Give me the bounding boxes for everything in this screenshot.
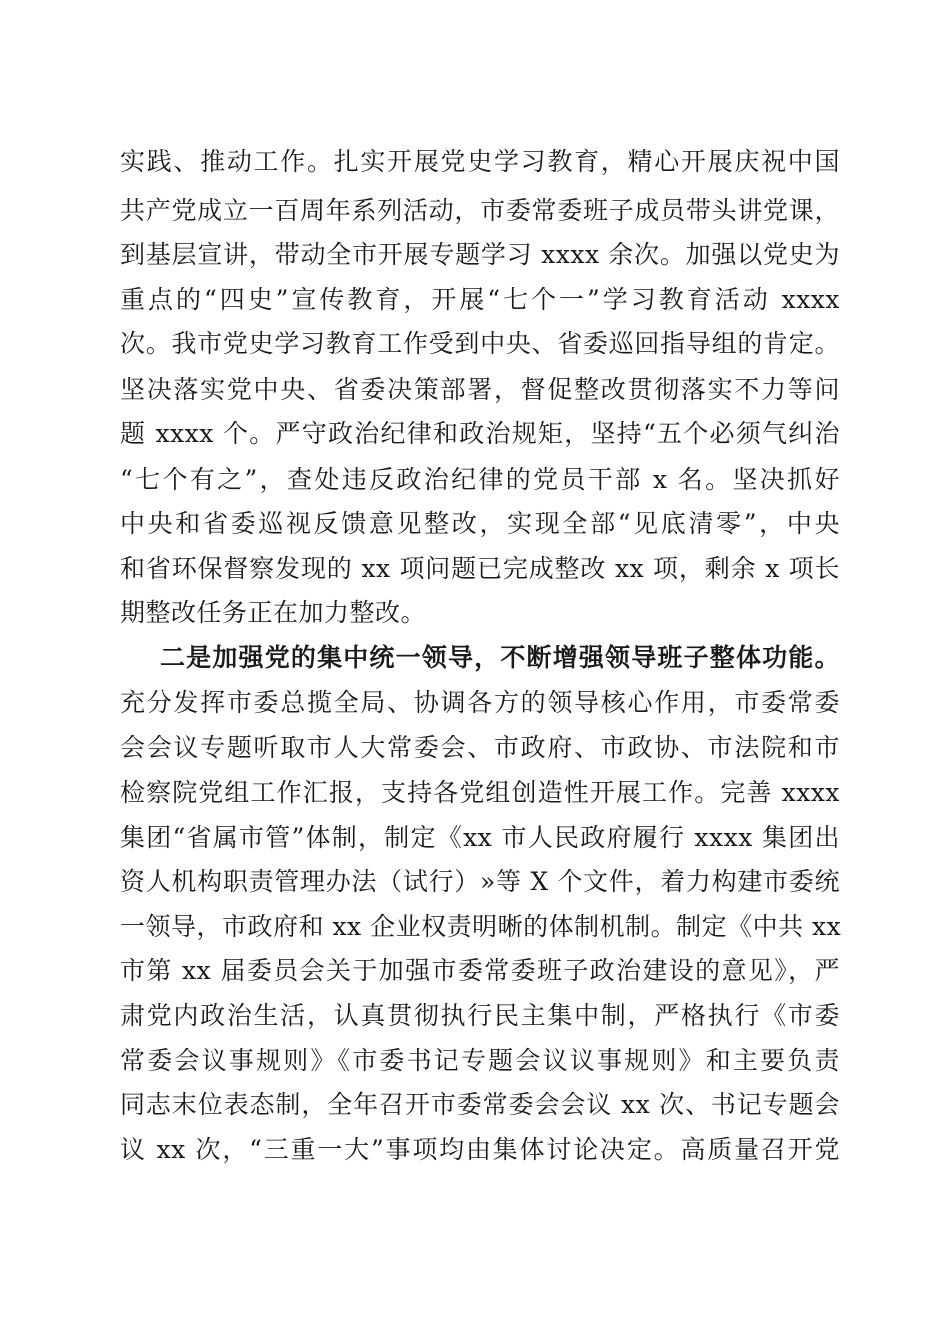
text-line: “七个有之”，查处违反政治纪律的党员干部 x 名。坚决抓好 bbox=[120, 465, 840, 494]
text-line: 实践、推动工作。扎实开展党史学习教育，精心开展庆祝中国 bbox=[120, 147, 840, 176]
text-line: 资人机构职责管理办法（试行）»等 X 个文件，着力构建市委统 bbox=[120, 867, 840, 896]
text-line: 和省环保督察发现的 xx 项问题已完成整改 xx 项，剩余 x 项长 bbox=[120, 554, 840, 583]
text-line: 会会议专题听取市人大常委会、市政府、市政协、市法院和市 bbox=[120, 733, 840, 762]
text-line: 检察院党组工作汇报，支持各党组创造性开展工作。完善 xxxx bbox=[120, 778, 840, 807]
text-line: 集团“省属市管”体制，制定《xx 市人民政府履行 xxxx 集团出 bbox=[120, 823, 840, 852]
paragraph-heading: 二是加强党的集中统一领导，不断增强领导班子整体功能。 bbox=[160, 643, 840, 672]
text-line: 议 xx 次，“三重一大”事项均由集体讨论决定。高质量召开党 bbox=[120, 1135, 840, 1164]
text-line: 期整改任务正在加力整改。 bbox=[120, 598, 427, 627]
text-line: 一领导，市政府和 xx 企业权责明晰的体制机制。制定《中共 xx bbox=[120, 912, 842, 941]
text-line: 市第 xx 届委员会关于加强市委常委班子政治建设的意见》，严 bbox=[120, 956, 840, 985]
text-line: 肃党内政治生活，认真贯彻执行民主集中制，严格执行《市委 bbox=[120, 1001, 840, 1030]
text-line: 同志末位表态制，全年召开市委常委会会议 xx 次、书记专题会 bbox=[120, 1090, 840, 1119]
text-line: 题 xxxx 个。严守政治纪律和政治规矩，坚持“五个必须气纠治 bbox=[120, 419, 840, 448]
text-line: 重点的“四史”宣传教育，开展“七个一”学习教育活动 xxxx bbox=[120, 285, 840, 314]
text-line: 中央和省委巡视反馈意见整改，实现全部“见底清零”，中央 bbox=[120, 509, 840, 538]
text-line: 共产党成立一百周年系列活动，市委常委班子成员带头讲党课， bbox=[120, 196, 840, 225]
text-line: 常委会议事规则》《市委书记专题会议议事规则》和主要负责 bbox=[120, 1046, 840, 1075]
text-line: 充分发挥市委总揽全局、协调各方的领导核心作用，市委常委 bbox=[120, 688, 840, 717]
text-line: 到基层宣讲，带动全市开展专题学习 xxxx 余次。加强以党史为 bbox=[120, 240, 840, 269]
text-line: 坚决落实党中央、省委决策部署，督促整改贯彻落实不力等问 bbox=[120, 375, 840, 404]
text-line: 次。我市党史学习教育工作受到中央、省委巡回指导组的肯定。 bbox=[120, 329, 840, 358]
